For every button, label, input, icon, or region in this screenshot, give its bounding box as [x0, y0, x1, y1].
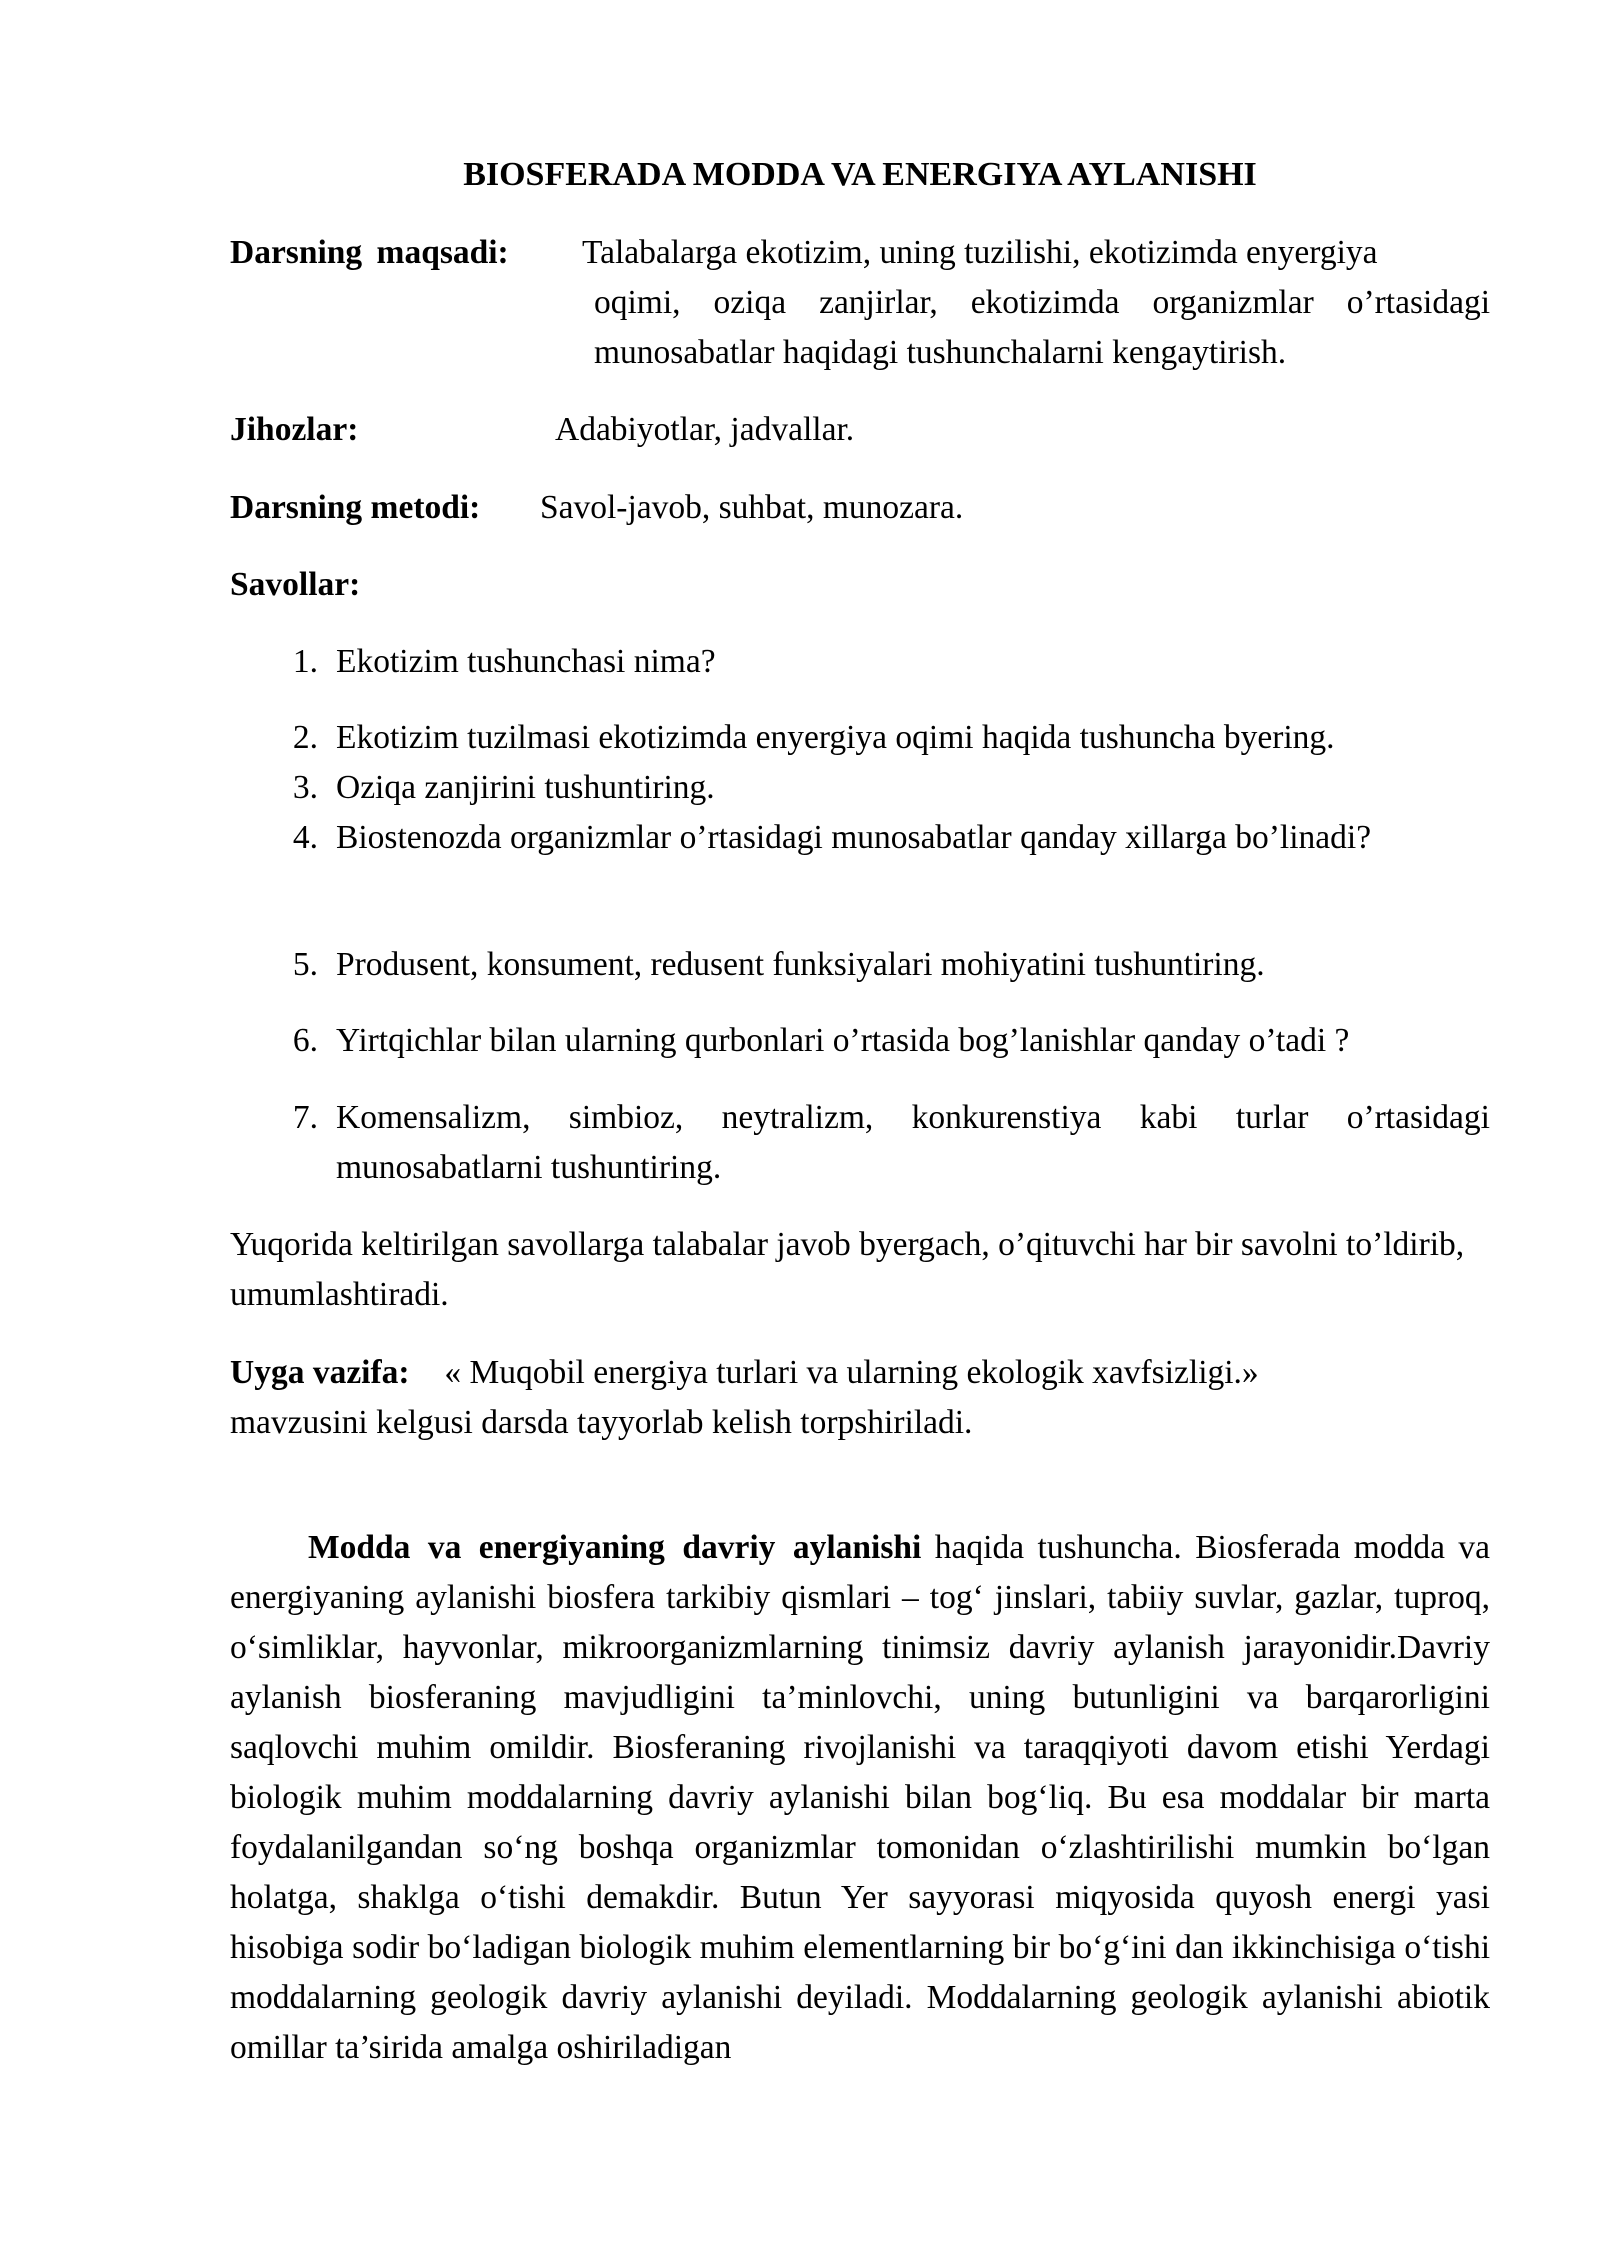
paragraph-lead: Modda va energiyaning davriy aylanishi	[308, 1529, 922, 1566]
question-number: 4.	[292, 819, 318, 856]
question-text: Biostenozda organizmlar o’rtasidagi munosabatlar qanday xillarga bo’linadi?	[336, 819, 1372, 856]
question-number: 3.	[292, 769, 318, 806]
document-title: BIOSFERADA MODDA VA ENERGIYA AYLANISHI	[463, 156, 1257, 193]
homework-line-2: mavzusini kelgusi darsda tayyorlab kelish torpshiriladi.	[230, 1404, 973, 1441]
homework-topic: « Muqobil energiya turlari va ularning ekologik xavfsizligi.»	[444, 1354, 1259, 1391]
lesson-goal-label: Darsning maqsadi:	[230, 234, 509, 271]
lesson-method-label: Darsning metodi:	[230, 489, 481, 526]
question-number: 7.	[292, 1099, 318, 1136]
question-number: 6.	[292, 1022, 318, 1059]
equipment-value: Adabiyotlar, jadvallar.	[555, 411, 855, 448]
lesson-method-value: Savol-javob, suhbat, munozara.	[540, 489, 964, 526]
question-text: Komensalizm, simbioz, neytralizm, konkurenstiya kabi turlar o’rtasidagi munosabatlarni tushuntiring.	[336, 1099, 1490, 1186]
lesson-goal-line-1: Talabalarga ekotizim, uning tuzilishi, ekotizimda enyergiya	[582, 234, 1378, 271]
question-text: Ekotizim tuzilmasi ekotizimda enyergiya oqimi haqida tushuncha byering.	[336, 719, 1335, 756]
question-text: Produsent, konsument, redusent funksiyalari mohiyatini tushuntiring.	[336, 946, 1265, 983]
paragraph-text: haqida tushuncha. Biosferada modda va energiyaning aylanishi biosfera tarkibiy qismlari – tog‘ jinslari, tabiiy suvlar, gazlar, tuproq, o‘simliklar, hayvonlar, mikroorganizmlarning tinimsiz davriy aylanish jarayonidir.Davriy aylanish biosferaning mavjudligini ta’minlovchi, uning butunligini va barqarorligini saqlovchi muhim omildir. Biosferaning rivojlanishi va taraqqiyoti davom etishi Yerdagi biologik muhim moddalarning davriy aylanishi bilan bog‘liq. Bu esa moddalar bir marta foydalanilgandan so‘ng boshqa organizmlar tomonidan o‘zlashtirilishi mumkin bo‘lgan holatga, shaklga o‘tishi demakdir. Butun Yer sayyorasi miqyosida quyosh energi yasi hisobiga sodir bo‘ladigan biologik muhim elementlarning bir bo‘g‘ini dan ikkinchisiga o‘tishi moddalarning geologik davriy aylanishi deyiladi. Moddalarning geologik aylanishi abiotik omillar ta’sirida amalga oshiriladigan	[230, 1529, 1491, 2066]
summary-paragraph: Yuqorida keltirilgan savollarga talabalar javob byergach, o’qituvchi har bir savolni to’ldirib, umumlashtiradi.	[230, 1226, 1465, 1313]
question-number: 2.	[292, 719, 318, 756]
question-number: 1.	[292, 643, 318, 680]
equipment-label: Jihozlar:	[230, 411, 359, 448]
body-paragraph	[230, 1523, 1490, 2073]
homework-label: Uyga vazifa:	[230, 1354, 410, 1391]
question-text: Ekotizim tushunchasi nima?	[336, 643, 716, 680]
question-number: 5.	[292, 946, 318, 983]
question-text: Yirtqichlar bilan ularning qurbonlari o’rtasida bog’lanishlar qanday o’tadi ?	[336, 1022, 1350, 1059]
homework	[230, 1348, 1490, 1448]
questions-heading: Savollar:	[230, 566, 361, 603]
lesson-goal-text	[582, 228, 1490, 378]
lesson-goal-rest: oqimi, oziqa zanjirlar, ekotizimda organizmlar o’rtasidagi munosabatlar haqidagi tushunchalarni kengaytirish.	[594, 284, 1490, 371]
question-text: Oziqa zanjirini tushuntiring.	[336, 769, 715, 806]
homework-line-1	[230, 1348, 1490, 1398]
